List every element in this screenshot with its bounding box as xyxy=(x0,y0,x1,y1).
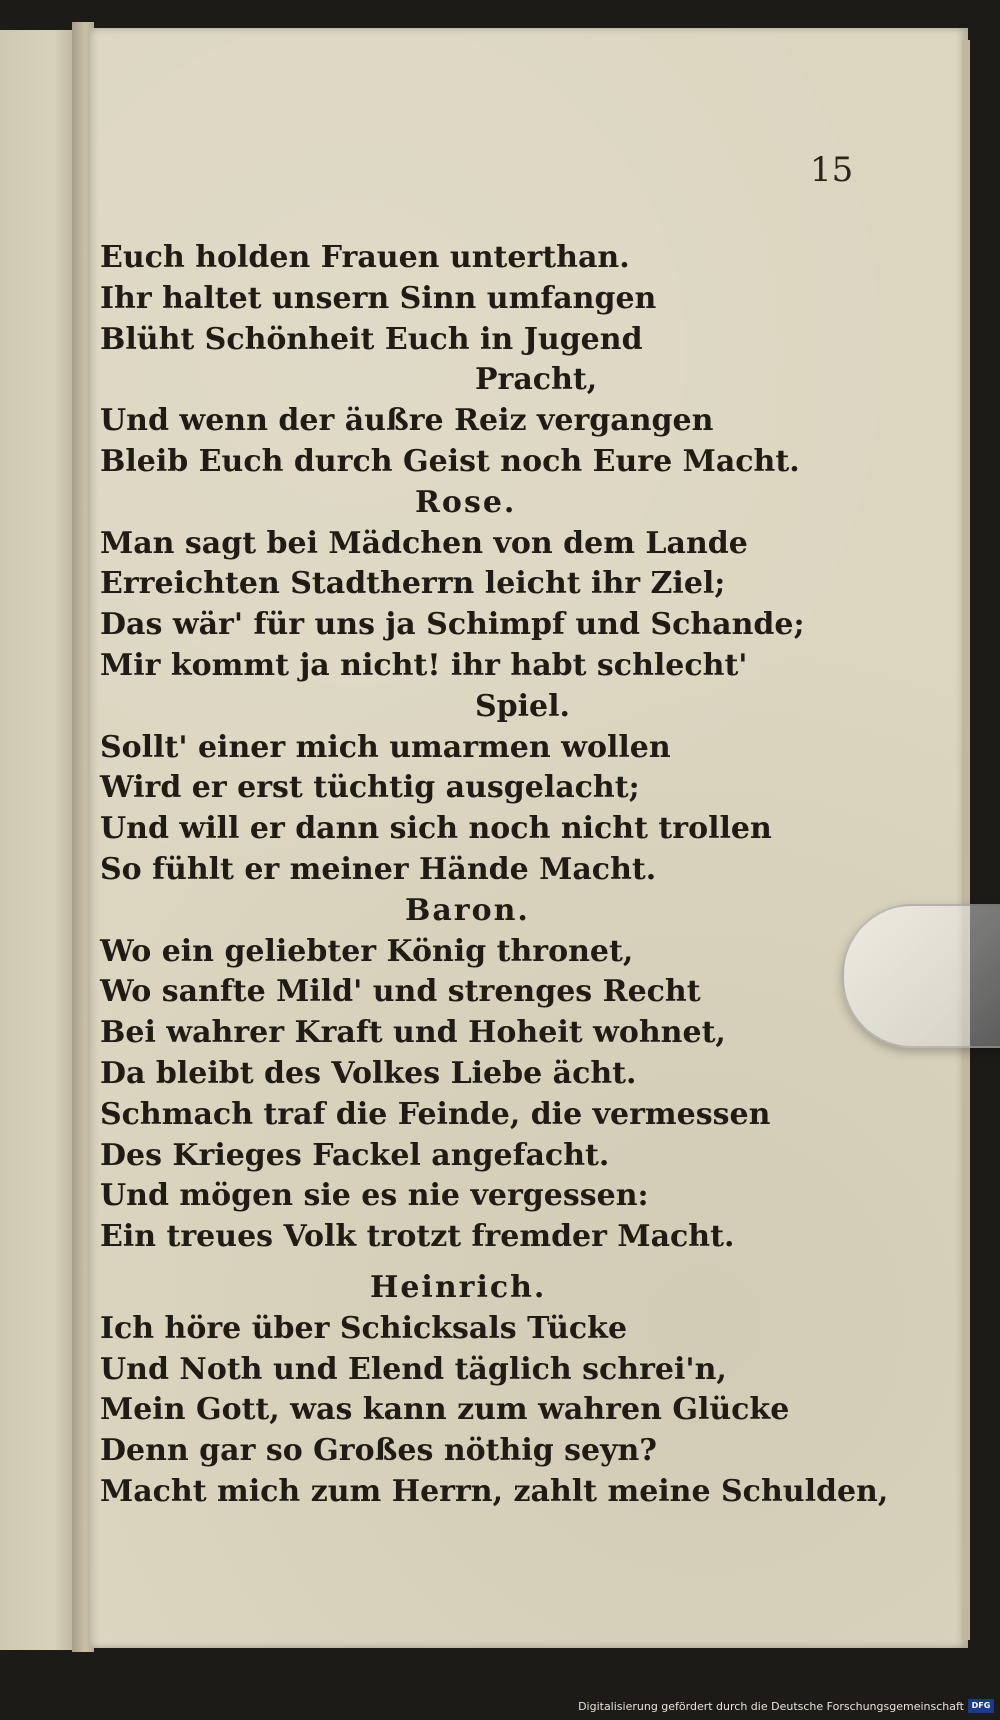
text-line: Wo sanfte Mild' und strenges Recht xyxy=(100,974,701,1010)
page-edge xyxy=(962,40,970,1640)
text-line: So fühlt er meiner Hände Macht. xyxy=(100,851,657,887)
text-line: Ihr haltet unsern Sinn umfangen xyxy=(100,280,657,316)
text-line-continuation: Pracht, xyxy=(475,362,598,398)
left-page-edge xyxy=(0,30,78,1650)
dfg-logo: DFG xyxy=(968,1699,994,1713)
text-line: Mir kommt ja nicht! ihr habt schlecht' xyxy=(100,647,748,683)
text-line: Erreichten Stadtherrn leicht ihr Ziel; xyxy=(100,566,726,602)
text-line: Bleib Euch durch Geist noch Eure Macht. xyxy=(100,443,800,479)
text-line: Und Noth und Elend täglich schrei'n, xyxy=(100,1351,727,1387)
speaker-name-heinrich: Heinrich. xyxy=(370,1269,547,1305)
text-line: Man sagt bei Mädchen von dem Lande xyxy=(100,525,748,561)
text-line: Und will er dann sich noch nicht trollen xyxy=(100,811,772,847)
text-line-continuation: Spiel. xyxy=(475,688,570,724)
text-line: Wird er erst tüchtig ausgelacht; xyxy=(100,770,640,806)
speaker-name-baron: Baron. xyxy=(405,892,530,928)
text-line: Ein treues Volk trotzt fremder Macht. xyxy=(100,1219,735,1255)
text-line: Bei wahrer Kraft und Hoheit wohnet, xyxy=(100,1015,726,1051)
page-weight-clip xyxy=(842,904,1000,1048)
text-line: Und mögen sie es nie vergessen: xyxy=(100,1178,649,1214)
text-line: Das wär' für uns ja Schimpf und Schande; xyxy=(100,607,805,643)
text-line: Da bleibt des Volkes Liebe ächt. xyxy=(100,1055,637,1091)
text-line: Denn gar so Großes nöthig seyn? xyxy=(100,1433,657,1469)
text-line: Des Krieges Fackel angefacht. xyxy=(100,1137,610,1173)
text-line: Ich höre über Schicksals Tücke xyxy=(100,1310,628,1346)
speaker-name-rose: Rose. xyxy=(415,484,517,520)
text-line: Euch holden Frauen unterthan. xyxy=(100,240,630,275)
page-number: 15 xyxy=(810,150,854,190)
text-line: Wo ein geliebter König thronet, xyxy=(100,933,634,969)
stanza-gap xyxy=(100,1258,880,1268)
text-line: Schmach traf die Feinde, die vermessen xyxy=(100,1096,771,1132)
text-line: Und wenn der äußre Reiz vergangen xyxy=(100,403,714,439)
text-line: Blüht Schönheit Euch in Jugend xyxy=(100,321,643,357)
poem-text xyxy=(100,238,889,1513)
text-line: Sollt' einer mich umarmen wollen xyxy=(100,729,671,765)
text-line: Macht mich zum Herrn, zahlt meine Schulden, xyxy=(100,1473,889,1509)
text-line: Mein Gott, was kann zum wahren Glücke xyxy=(100,1392,790,1428)
digitization-credit: Digitalisierung gefördert durch die Deutsche Forschungsgemeinschaft xyxy=(578,1700,964,1713)
